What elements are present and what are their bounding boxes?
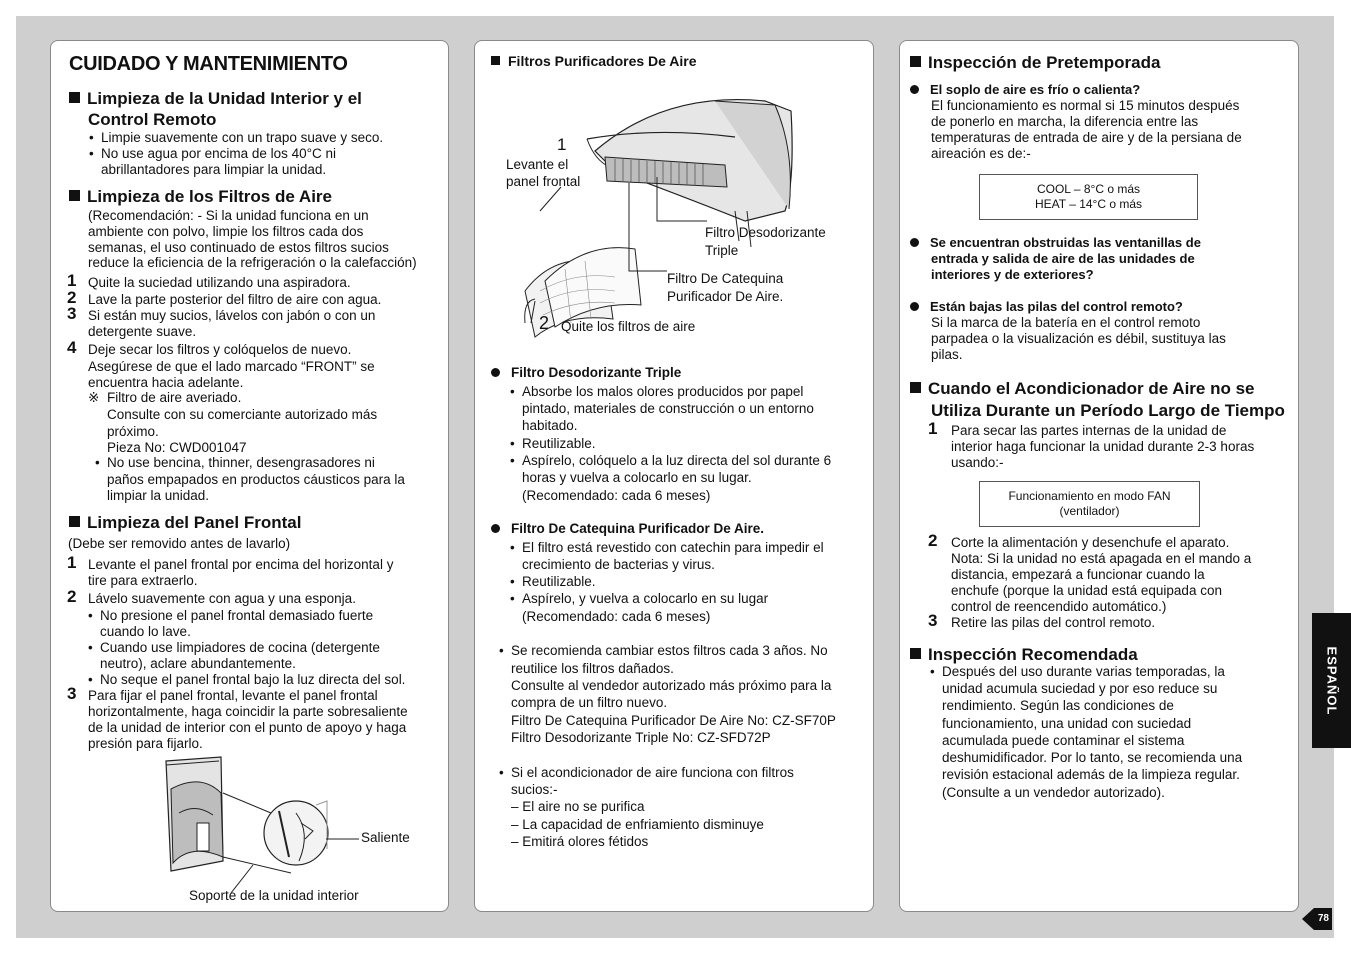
answer-text: El funcionamiento es normal si 15 minutos después	[931, 98, 1240, 113]
note-text: próximo.	[107, 424, 159, 439]
round-bullet-icon	[910, 85, 919, 94]
square-bullet-icon	[910, 648, 921, 659]
answer-text: Si la marca de la batería en el control remoto	[931, 315, 1201, 330]
label-remove-filters: Quite los filtros de aire	[561, 319, 696, 334]
bullet-text-cont: pintado, materiales de construcción o un entorno	[522, 401, 814, 416]
bullet-text: • Absorbe los malos olores producidos por papel	[522, 384, 803, 401]
note-text: Consulte con su comerciante autorizado más	[107, 407, 378, 422]
answer-text: parpadea o la visualización es débil, sustituya las	[931, 331, 1226, 346]
bullet-text-cont: crecimiento de bacterias y virus.	[522, 557, 715, 572]
step-text: distancia, empezará a funcionar cuando la	[951, 567, 1205, 582]
label-lift-panel-2: panel frontal	[506, 174, 581, 189]
subheading-deodorizing: Filtro Desodorizante Triple	[491, 365, 681, 382]
heading-preseason-inspection: Inspección de Pretemporada	[910, 52, 1160, 73]
bullet-text-cont: deshumidificador. Por lo tanto, se recomienda una	[942, 750, 1243, 765]
language-tab: ESPAÑOL	[1312, 613, 1351, 748]
square-bullet-icon	[69, 190, 80, 201]
step-text: tire para extraerlo.	[88, 573, 198, 588]
column-care-maintenance	[50, 40, 449, 912]
heading-purifying-filters: Filtros Purificadores De Aire	[491, 53, 697, 69]
step-text: de la unidad de interior con el punto de apoyo y haga	[88, 720, 407, 735]
step-text: enchufe (porque la unidad está equipada con	[951, 583, 1222, 598]
step-text: Quite la suciedad utilizando una aspiradora.	[88, 275, 351, 290]
cool-value: COOL – 8°C o más	[1036, 182, 1141, 196]
page-title: CUIDADO Y MANTENIMIENTO	[69, 53, 348, 75]
heat-value: HEAT – 14°C o más	[1034, 197, 1143, 211]
heading-indoor-remote: Limpieza de la Unidad Interior y el	[69, 88, 362, 109]
step-text: Asegúrese de que el lado marcado “FRONT” se	[88, 359, 375, 374]
label-catechin-filter: Filtro De Catequina	[667, 271, 784, 286]
step-text: horizontalmente, haga coincidir la parte sobresaliente	[88, 704, 408, 719]
step-text: Retire las pilas del control remoto.	[951, 615, 1156, 630]
column-air-filters	[474, 40, 874, 912]
round-bullet-icon	[910, 238, 919, 247]
bullet-text: • Si el acondicionador de aire funciona con filtros	[511, 765, 794, 782]
bullet-text: • El filtro está revestido con catechin para impedir el	[522, 540, 824, 557]
bullet-text: • No use bencina, thinner, desengrasadores ni	[107, 455, 375, 472]
bullet-text-cont: (Recomendado: cada 6 meses)	[522, 488, 711, 503]
bullet-text: • Aspírelo, colóquelo a la luz directa del sol durante 6	[522, 453, 831, 470]
bullet-text: • No presione el panel frontal demasiado fuerte	[100, 608, 373, 625]
step-text: Lávelo suavemente con agua y una esponja.	[88, 591, 356, 606]
square-bullet-icon	[69, 516, 80, 527]
part-number: Pieza No: CWD001047	[107, 440, 247, 455]
answer-text: aireación es de:-	[931, 146, 1031, 161]
bullet-text: • Limpie suavemente con un trapo suave y seco.	[101, 130, 383, 147]
step-number: 3	[928, 611, 938, 630]
label-lift-panel: Levante el	[506, 157, 569, 172]
part-number: Filtro De Catequina Purificador De Aire No: CZ-SF70P	[511, 713, 836, 728]
note-mark-icon: ※	[88, 390, 100, 405]
question-batteries: Están bajas las pilas del control remoto?	[910, 299, 1183, 316]
bullet-text: • No use agua por encima de los 40°C ni	[101, 146, 336, 163]
bullet-text: • Aspírelo, y vuelva a colocarlo en su lugar	[522, 591, 768, 608]
bullet-text-cont: compra de un filtro nuevo.	[511, 695, 668, 710]
square-bullet-icon	[491, 56, 500, 65]
step-text: control de reencendido automático.)	[951, 599, 1167, 614]
bullet-text-cont: Consulte al vendedor autorizado más próximo para la	[511, 678, 832, 693]
subheading-catechin: Filtro De Catequina Purificador De Aire.	[491, 521, 764, 538]
heading-recommended-inspection: Inspección Recomendada	[910, 644, 1138, 665]
step-number: 2	[928, 531, 938, 550]
heading-filter-cleaning: Limpieza de los Filtros de Aire	[69, 186, 332, 207]
label-deodorizing-filter: Filtro Desodorizante	[705, 225, 826, 240]
fan-mode-sub: (ventilador)	[1059, 504, 1120, 518]
step-text: encuentra hacia adelante.	[88, 375, 244, 390]
bullet-text-cont: sucios:-	[511, 782, 558, 797]
step-number: 1	[67, 553, 77, 572]
intro-line: ambiente con polvo, limpie los filtros cada dos	[88, 224, 364, 239]
bullet-text: • Cuando use limpiadores de cocina (detergente	[100, 640, 380, 657]
step-text: Deje secar los filtros y colóquelos de nuevo.	[88, 342, 352, 357]
bullet-text-cont: (Recomendado: cada 6 meses)	[522, 609, 711, 624]
question-air-temp: El soplo de aire es frío o calienta?	[910, 82, 1140, 99]
label-soporte: Soporte de la unidad interior	[189, 888, 359, 903]
step-text: Levante el panel frontal por encima del horizontal y	[88, 557, 394, 572]
round-bullet-icon	[491, 368, 500, 377]
step-number: 4	[67, 338, 77, 357]
bullet-text-cont: neutro), aclare abundantemente.	[100, 656, 296, 671]
step-text: Nota: Si la unidad no está apagada en el mando a	[951, 551, 1252, 566]
round-bullet-icon	[491, 524, 500, 533]
step-text: Para secar las partes internas de la unidad de	[951, 423, 1227, 438]
step-text: detergente suave.	[88, 324, 197, 339]
square-bullet-icon	[69, 92, 80, 103]
bullet-text-cont: unidad acumula suciedad y por eso reduce su	[942, 681, 1218, 696]
label-catechin-filter-2: Purificador De Aire.	[667, 289, 784, 304]
bullet-text-cont: habitado.	[522, 418, 578, 433]
bullet-text-cont: (Consulte a un vendedor autorizado).	[942, 785, 1165, 800]
step-number: 2	[67, 288, 77, 307]
step-number: 1	[928, 419, 938, 438]
dash-item: – El aire no se purifica	[511, 799, 645, 814]
square-bullet-icon	[910, 382, 921, 393]
square-bullet-icon	[910, 56, 921, 67]
heading-front-panel: Limpieza del Panel Frontal	[69, 512, 301, 533]
question-vents-2: entrada y salida de aire de las unidades de	[931, 251, 1195, 266]
bullet-text: • Reutilizable.	[522, 436, 596, 453]
bullet-text-cont: paños empapados en productos cáusticos para la	[107, 472, 405, 487]
subheading-note: (Debe ser removido antes de lavarlo)	[68, 536, 291, 551]
step-number: 3	[67, 684, 77, 703]
bullet-text: • No seque el panel frontal bajo la luz directa del sol.	[100, 672, 405, 689]
dash-item: – La capacidad de enfriamiento disminuye	[511, 817, 764, 832]
dash-item: – Emitirá olores fétidos	[511, 834, 649, 849]
step-text: presión para fijarlo.	[88, 736, 203, 751]
label-deodorizing-filter-2: Triple	[705, 243, 739, 258]
bullet-text: • Reutilizable.	[522, 574, 596, 591]
question-vents: Se encuentran obstruidas las ventanillas de	[910, 235, 1201, 252]
column-inspection	[899, 40, 1299, 912]
step-text: Lave la parte posterior del filtro de aire con agua.	[88, 292, 382, 307]
bullet-text-cont: limpiar la unidad.	[107, 488, 210, 503]
page-number: 78	[1317, 913, 1329, 924]
bullet-text: • Después del uso durante varias temporadas, la	[942, 664, 1225, 681]
heading-long-disuse: Cuando el Acondicionador de Aire no se	[910, 378, 1255, 399]
figure-step-1: 1	[557, 135, 567, 154]
answer-text: temperaturas de entrada de aire y de la persiana de	[931, 130, 1242, 145]
bullet-text-cont: horas y vuelva a colocarlo en su lugar.	[522, 470, 752, 485]
intro-line: reduce la eficiencia de la refrigeración o la calefacción)	[88, 255, 417, 270]
bullet-text-cont: rendimiento. Según las condiciones de	[942, 698, 1174, 713]
label-saliente: Saliente	[361, 830, 410, 845]
heading-long-disuse-2: Utiliza Durante un Período Largo de Tiempo	[931, 401, 1285, 420]
intro-line: (Recomendación: - Si la unidad funciona en un	[88, 208, 369, 223]
step-number: 1	[67, 271, 77, 290]
answer-text: de ponerlo en marcha, la diferencia entre las	[931, 114, 1199, 129]
bullet-text-cont: acumulada puede contaminar el sistema	[942, 733, 1185, 748]
round-bullet-icon	[910, 302, 919, 311]
step-text: usando:-	[951, 455, 1004, 470]
heading-indoor-remote-2: Control Remoto	[88, 110, 217, 129]
fan-mode-label: Funcionamiento en modo FAN	[1008, 489, 1171, 503]
answer-text: pilas.	[931, 347, 963, 362]
bullet-text-cont: funcionamiento, una unidad con suciedad	[942, 716, 1192, 731]
step-number: 3	[67, 304, 77, 323]
step-text: interior haga funcionar la unidad durante 2-3 horas	[951, 439, 1255, 454]
step-number: 2	[67, 587, 77, 606]
note-text: Filtro de aire averiado.	[107, 390, 242, 405]
question-vents-3: interiores y de exteriores?	[931, 267, 1094, 282]
step-text: Para fijar el panel frontal, levante el panel frontal	[88, 688, 378, 703]
bullet-text-cont: reutilice los filtros dañados.	[511, 661, 674, 676]
step-text: Si están muy sucios, lávelos con jabón o con un	[88, 308, 376, 323]
intro-line: semanas, el uso continuado de estos filtros sucios	[88, 240, 389, 255]
part-number: Filtro Desodorizante Triple No: CZ-SFD72P	[511, 730, 771, 745]
bullet-text-cont: abrillantadores para limpiar la unidad.	[101, 162, 327, 177]
fan-mode-box	[979, 481, 1200, 527]
step-text: Corte la alimentación y desenchufe el aparato.	[951, 535, 1230, 550]
figure-step-2: 2	[539, 313, 550, 333]
bullet-text-cont: revisión estacional además de la limpieza regular.	[942, 767, 1240, 782]
bullet-text-cont: cuando lo lave.	[100, 624, 191, 639]
bullet-text: • Se recomienda cambiar estos filtros cada 3 años. No	[511, 643, 828, 660]
temperature-difference-box	[979, 174, 1198, 220]
